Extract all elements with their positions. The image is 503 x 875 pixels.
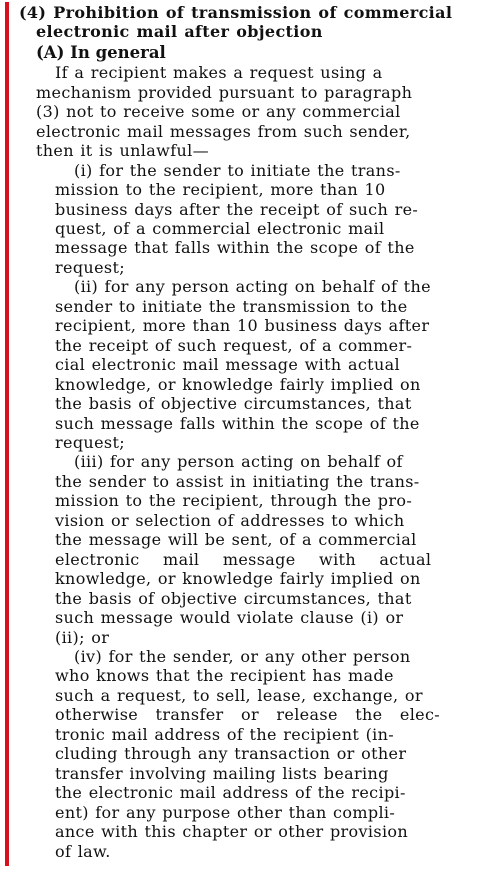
clause-i (19, 161, 453, 278)
clause-i-line: (i) for the sender to initiate the trans- (74, 160, 401, 180)
clause-i-line: mission to the recipient, more than 10 (55, 180, 386, 200)
clause-iii-line: the basis of objective circumstances, that (55, 588, 412, 608)
section-heading (19, 3, 453, 42)
clause-iii-line: (ii); or (55, 627, 110, 647)
heading-line: electronic mail after objection (36, 22, 323, 42)
clause-iv-line: ance with this chapter or other provision (55, 822, 409, 842)
clause-ii-line: knowledge, or knowledge fairly implied on (55, 374, 421, 394)
clause-iii-line: knowledge, or knowledge fairly implied on (55, 569, 421, 589)
intro-line: (3) not to receive some or any commercial (36, 102, 401, 122)
clause-i-line: business days after the receipt of such re- (55, 199, 419, 219)
intro-line: mechanism provided pursuant to paragraph (36, 82, 413, 102)
clause-iv (19, 647, 453, 861)
clause-iv-line: tronic mail address of the recipient (in- (55, 724, 395, 744)
clause-ii-line: the basis of objective circumstances, that (55, 394, 412, 414)
clause-iii-line: such message would violate clause (i) or (55, 608, 404, 628)
clause-ii-line: cial electronic mail message with actual (55, 355, 400, 375)
clause-i-line: quest, of a commercial electronic mail (55, 219, 385, 239)
clause-iii-line: the sender to assist in initiating the trans- (55, 471, 420, 491)
clause-ii-line: sender to initiate the transmission to the (55, 296, 408, 316)
clause-iv-line: such a request, to sell, lease, exchange, or (55, 685, 423, 705)
clause-ii-line: request; (55, 433, 125, 453)
intro-line: then it is unlawful— (36, 141, 209, 161)
section-content (19, 3, 453, 861)
clause-iv-line: ent) for any purpose other than compli- (55, 802, 396, 822)
intro-line: If a recipient makes a request using a (55, 63, 383, 83)
clause-iv-line: who knows that the recipient has made (55, 666, 394, 686)
clause-ii-line: the receipt of such request, of a commer- (55, 335, 413, 355)
clause-iii-line: vision or selection of addresses to which (55, 510, 405, 530)
clause-iii-line: electronic mail message with actual (55, 549, 432, 569)
clause-i-line: message that falls within the scope of the (55, 238, 415, 258)
intro-line: electronic mail messages from such sender, (36, 121, 411, 141)
heading-line: (4) Prohibition of transmission of commercial (19, 3, 453, 22)
clause-ii-line: such message falls within the scope of the (55, 413, 420, 433)
clause-ii (19, 277, 453, 452)
subsection-heading: (A) In general (36, 42, 166, 62)
clause-iv-line: cluding through any transaction or other (55, 744, 407, 764)
clause-i-line: request; (55, 257, 125, 277)
revision-margin-bar (5, 2, 9, 866)
clause-ii-line: recipient, more than 10 business days after (55, 316, 430, 336)
clause-iv-line: of law. (55, 841, 111, 861)
clause-iii (19, 452, 453, 647)
clause-iv-line: the electronic mail address of the recipi- (55, 783, 406, 803)
clause-iv-line: otherwise transfer or release the elec- (55, 705, 441, 725)
clause-iv-line: (iv) for the sender, or any other person (74, 647, 411, 666)
clause-iii-line: the message will be sent, of a commercial (55, 530, 417, 550)
clause-iv-line: transfer involving mailing lists bearing (55, 763, 389, 783)
intro-paragraph (19, 63, 453, 160)
clause-ii-line: (ii) for any person acting on behalf of the (74, 277, 431, 297)
clause-iii-line: (iii) for any person acting on behalf of (74, 452, 403, 472)
clause-iii-line: mission to the recipient, through the pro- (55, 491, 413, 511)
